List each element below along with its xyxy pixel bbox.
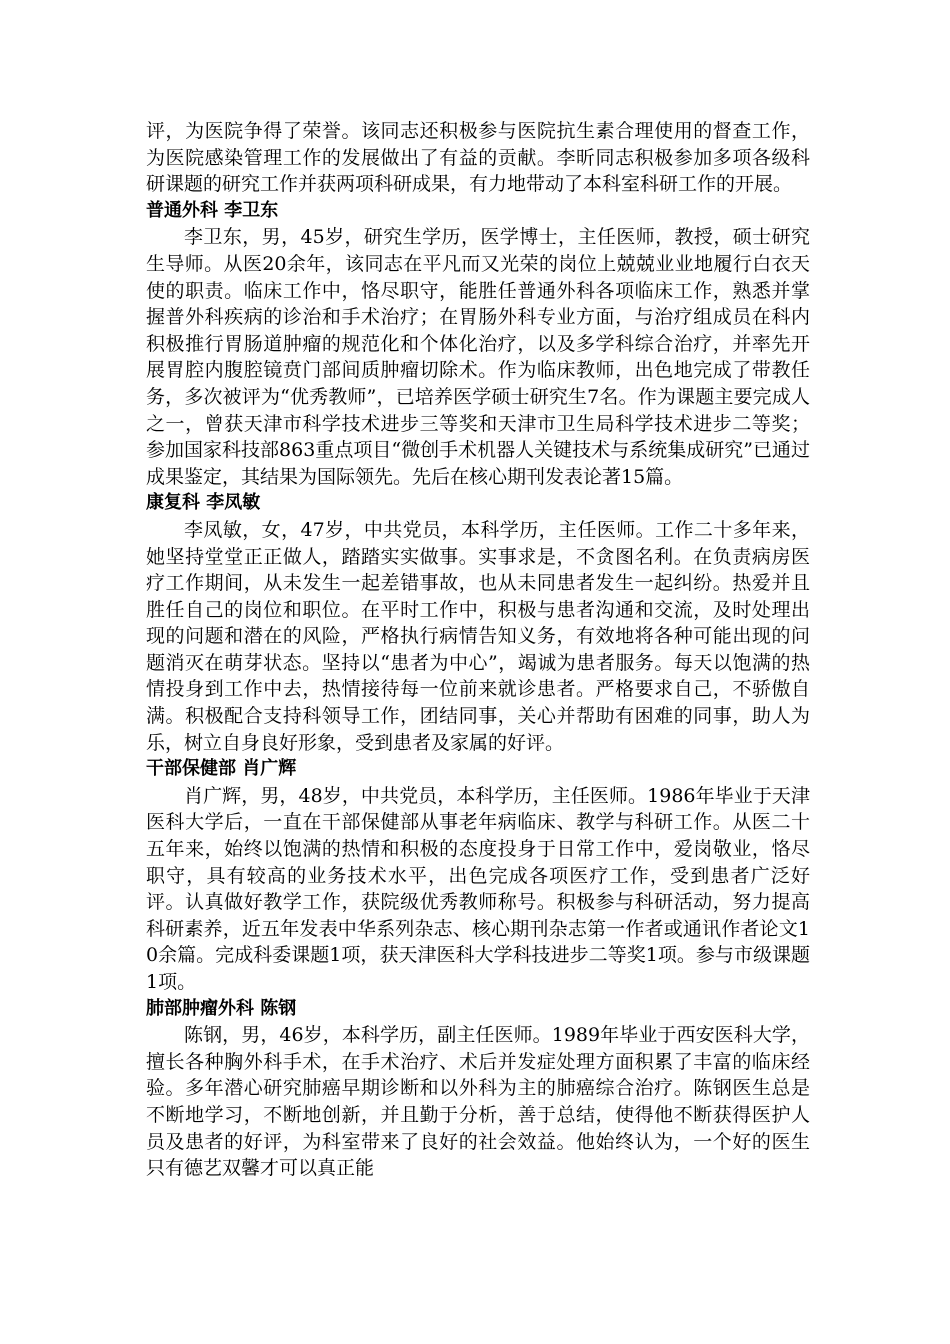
section-cadre-healthcare (146, 756, 810, 995)
intro-paragraph: 评，为医院争得了荣誉。该同志还积极参与医院抗生素合理使用的督查工作，为医院感染管理工作的发展做出了有益的贡献。李昕同志积极参加多项各级科研课题的研究工作并获两项科研成果，有力地带动了本科室科研工作的开展。 (146, 120, 810, 196)
document-page (146, 118, 810, 1182)
section-heading: 肺部肿瘤外科 陈钢 (146, 997, 297, 1019)
section-lung-tumor-surgery (146, 996, 810, 1182)
section-paragraph: 肖广辉，男，48岁，中共党员，本科学历，主任医师。1986年毕业于天津医科大学后，一直在干部保健部从事老年病临床、教学与科研工作。从医二十五年来，始终以饱满的热情和积极的态度投身于日常工作中，爱岗敬业，恪尽职守，具有较高的业务技术水平，出色完成各项医疗工作，受到患者广泛好评。认真做好教学工作，获院级优秀教师称号。积极参与科研活动，努力提高科研素养，近五年发表中华系列杂志、核心期刊杂志第一作者或通讯作者论文10余篇。完成科委课题1项，获天津医科大学科技进步二等奖1项。参与市级课题1项。 (146, 784, 810, 993)
section-rehabilitation (146, 490, 810, 756)
section-paragraph: 李卫东，男，45岁，研究生学历，医学博士，主任医师，教授，硕士研究生导师。从医20余年，该同志在平凡而又光荣的岗位上兢兢业业地履行白衣天使的职责。临床工作中，恪尽职守，能胜任普通外科各项临床工作，熟悉并掌握普外科疾病的诊治和手术治疗；在胃肠外科专业方面，与治疗组成员在科内积极推行胃肠道肿瘤的规范化和个体化治疗，以及多学科综合治疗，并率先开展胃腔内腹腔镜贲门部间质肿瘤切除术。作为临床教师，出色地完成了带教任务，多次被评为“优秀教师”，已培养医学硕士研究生7名。作为课题主要完成人之一，曾获天津市科学技术进步三等奖和天津市卫生局科学技术进步二等奖；参加国家科技部863重点项目“微创手术机器人关键技术与系统集成研究”已通过成果鉴定，其结果为国际领先。先后在核心期刊发表论著15篇。 (146, 226, 810, 488)
section-heading: 干部保健部 肖广辉 (146, 758, 297, 780)
section-general-surgery (146, 198, 810, 491)
section-heading: 普通外科 李卫东 (146, 199, 279, 221)
section-paragraph: 李凤敏，女，47岁，中共党员，本科学历，主任医师。工作二十多年来，她坚持堂堂正正做人，踏踏实实做事。实事求是，不贪图名利。在负责病房医疗工作期间，从未发生一起差错事故，也从未同患者发生一起纠纷。热爱并且胜任自己的岗位和职位。在平时工作中，积极与患者沟通和交流，及时处理出现的问题和潜在的风险，严格执行病情告知义务，有效地将各种可能出现的问题消灭在萌芽状态。坚持以“患者为中心”，竭诚为患者服务。每天以饱满的热情投身到工作中去，热情接待每一位前来就诊患者。严格要求自己，不骄傲自满。积极配合支持科领导工作，团结同事，关心并帮助有困难的同事，助人为乐，树立自身良好形象，受到患者及家属的好评。 (146, 518, 810, 754)
section-paragraph: 陈钢，男，46岁，本科学历，副主任医师。1989年毕业于西安医科大学，擅长各种胸外科手术，在手术治疗、术后并发症处理方面积累了丰富的临床经验。多年潜心研究肺癌早期诊断和以外科为主的肺癌综合治疗。陈钢医生总是不断地学习，不断地创新，并且勤于分析，善于总结，使得他不断获得医护人员及患者的好评，为科室带来了良好的社会效益。他始终认为，一个好的医生只有德艺双馨才可以真正能 (146, 1024, 810, 1180)
section-heading: 康复科 李凤敏 (146, 492, 261, 514)
